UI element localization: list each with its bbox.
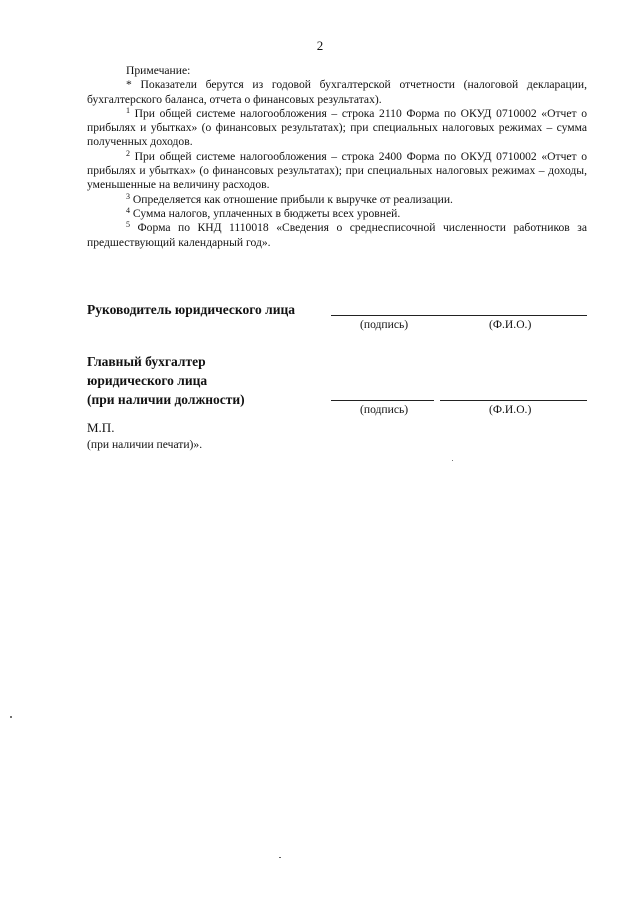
stamp-label: М.П. [87,420,115,435]
accountant-name-caption: (Ф.И.О.) [489,403,532,416]
note-text: Показатели берутся из годовой бухгалтерской отчетности (налоговой декларации, бухгалтерского баланса, отчета о финансовых результатах). [87,78,587,106]
accountant-title-line: юридического лица [87,373,208,388]
accountant-name-line [440,400,587,401]
accountant-title-line: (при наличии должности) [87,392,245,407]
note-item [87,78,587,107]
scan-speck [452,460,453,461]
accountant-signature-title [87,352,245,409]
note-mark: * [126,78,132,92]
notes-heading: Примечание: [126,64,191,77]
head-signature-caption: (подпись) [360,318,409,331]
page-number: 2 [316,38,324,53]
note-item [87,150,587,193]
note-text: Форма по КНД 1110018 «Сведения о среднесписочной численности работников за предшествующий календарный год». [87,221,587,249]
note-item [87,193,587,207]
head-signature-title: Руководитель юридического лица [87,302,296,317]
head-signature-line [331,315,587,316]
note-text: Определяется как отношение прибыли к выручке от реализации. [130,192,453,206]
accountant-title-line: Главный бухгалтер [87,354,206,369]
note-text: При общей системе налогообложения – строка 2110 Форма по ОКУД 0710002 «Отчет о прибылях и убытках» (о финансовых результатах); при специальных налоговых режимах – сумма полученных доходов. [87,106,587,149]
note-mark: 2 [126,148,130,158]
note-mark: 1 [126,105,130,115]
stamp-note: (при наличии печати)». [87,438,203,451]
accountant-signature-line [331,400,434,401]
scan-speck [279,857,281,858]
note-text: При общей системе налогообложения – строка 2400 Форма по ОКУД 0710002 «Отчет о прибылях и убытках» (о финансовых результатах); при специальных налоговых режимах – доходы, уменьшенные на величину расходов. [87,149,587,192]
head-name-caption: (Ф.И.О.) [489,318,532,331]
note-mark: 4 [126,205,130,215]
note-mark: 5 [126,220,130,230]
note-item [87,221,587,250]
notes-section [87,64,587,250]
note-item [87,107,587,150]
accountant-signature-caption: (подпись) [360,403,409,416]
scan-speck [10,716,12,718]
note-text: Сумма налогов, уплаченных в бюджеты всех уровней. [130,206,401,220]
note-mark: 3 [126,191,130,201]
note-item [87,207,587,221]
